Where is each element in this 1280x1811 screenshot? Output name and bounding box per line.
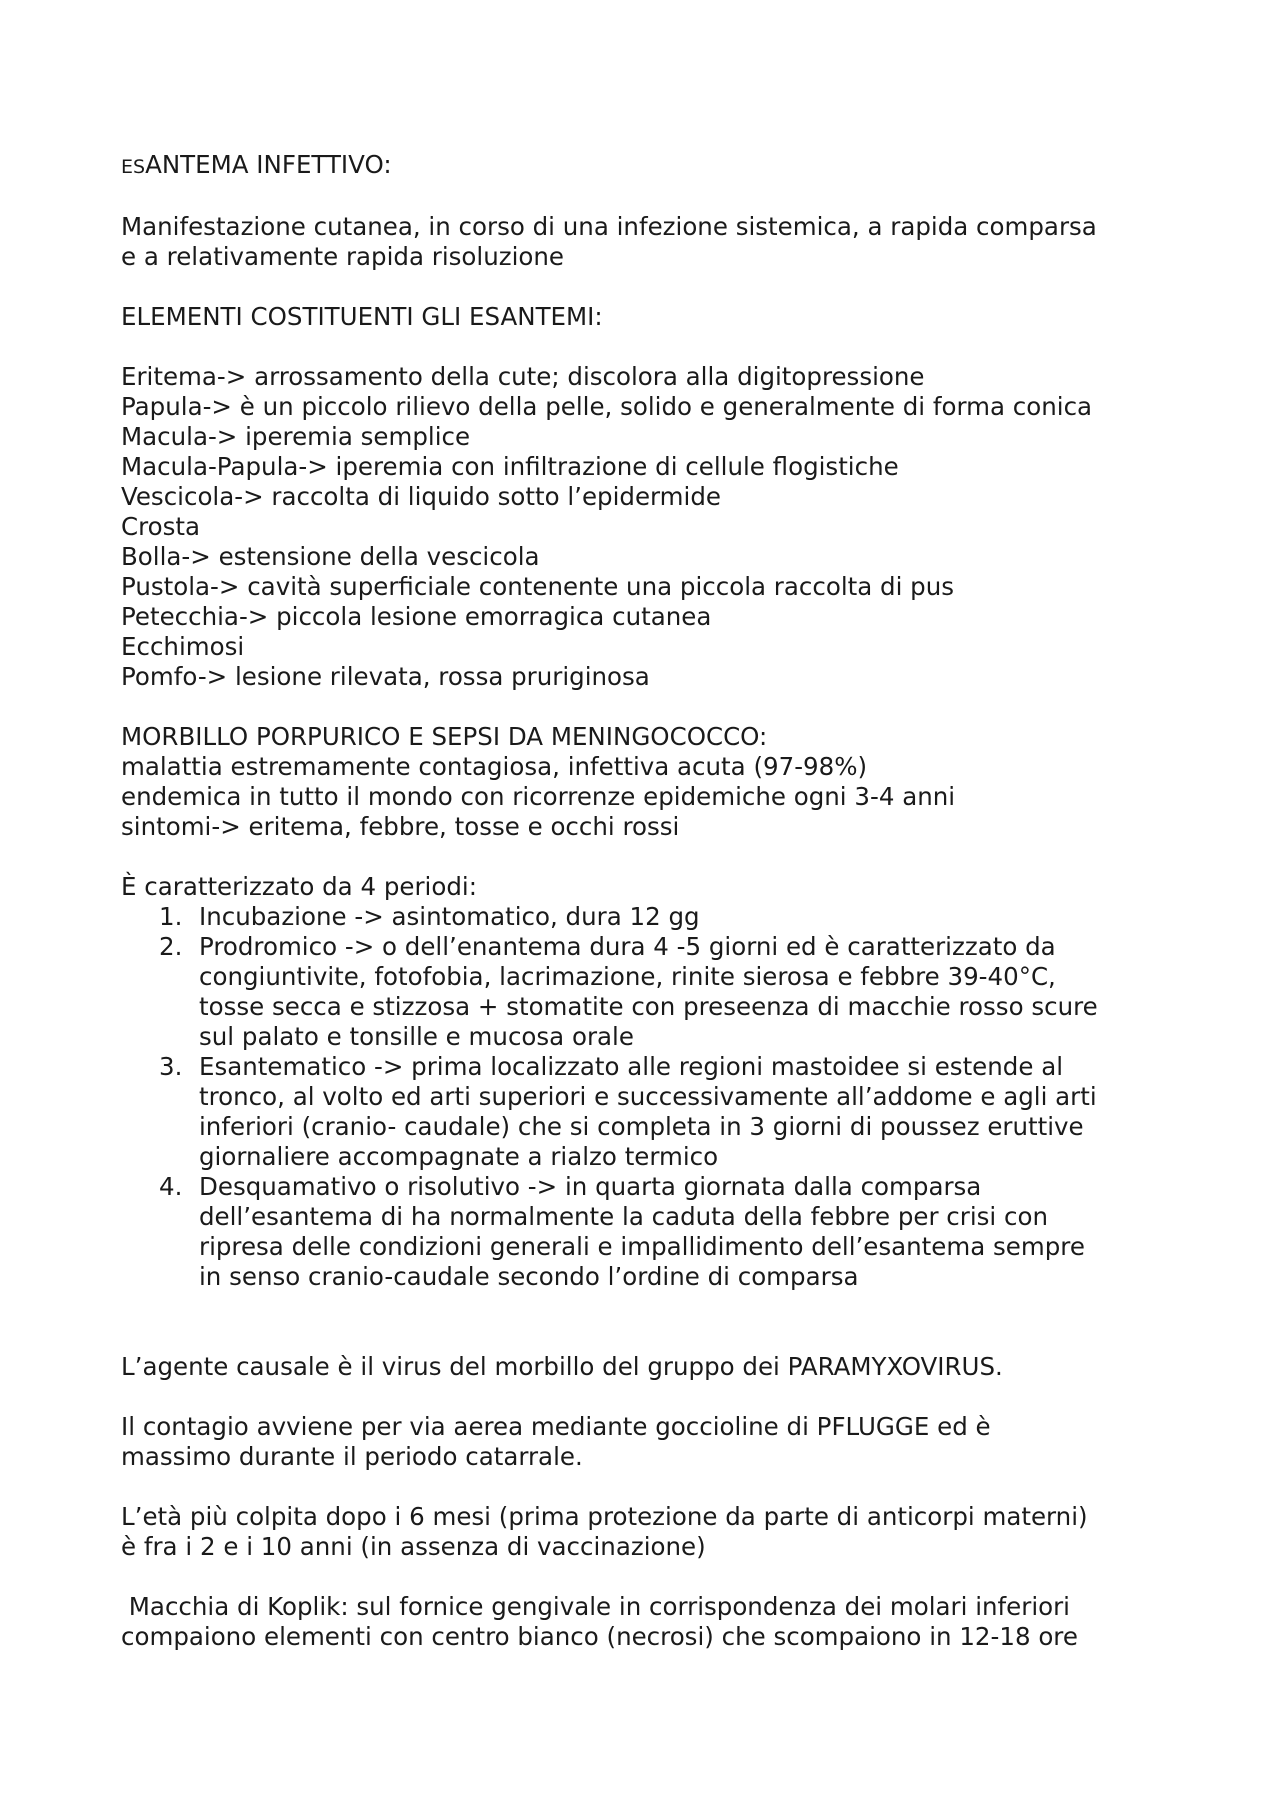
period-number: 2. [159, 932, 183, 961]
section-title-esantema [121, 150, 1160, 182]
period-line: Esantematico -> prima localizzato alle regioni mastoidee si estende al [199, 1052, 1064, 1081]
morbillo-line: sintomi-> eritema, febbre, tosse e occhi rossi [121, 812, 680, 841]
element-item: Macula-Papula-> iperemia con infiltrazione di cellule flogistiche [121, 452, 899, 481]
period-number: 4. [159, 1172, 183, 1201]
title-prefix: ES [121, 156, 146, 178]
period-item [159, 1172, 1160, 1292]
age-line: L’età più colpita dopo i 6 mesi (prima protezione da parte di anticorpi materni) [121, 1502, 1088, 1531]
period-line: tronco, al volto ed arti superiori e successivamente all’addome e agli arti [199, 1082, 1097, 1111]
period-line: inferiori (cranio- caudale) che si completa in 3 giorni di poussez eruttive [199, 1112, 1084, 1141]
definition-line: Manifestazione cutanea, in corso di una infezione sistemica, a rapida comparsa [121, 212, 1097, 241]
period-line: in senso cranio-caudale secondo l’ordine di comparsa [199, 1262, 859, 1291]
section-heading-elementi: ELEMENTI COSTITUENTI GLI ESANTEMI: [121, 302, 603, 331]
period-line: tosse secca e stizzosa + stomatite con preseenza di macchie rosso scure [199, 992, 1098, 1021]
morbillo-line: endemica in tutto il mondo con ricorrenze epidemiche ogni 3-4 anni [121, 782, 956, 811]
section-heading-morbillo: MORBILLO PORPURICO E SEPSI DA MENINGOCOCCO: [121, 722, 768, 751]
period-line: Prodromico -> o dell’enantema dura 4 -5 giorni ed è caratterizzato da [199, 932, 1056, 961]
element-item: Crosta [121, 512, 201, 541]
definition-line: e a relativamente rapida risoluzione [121, 242, 564, 271]
contagion-line: massimo durante il periodo catarrale. [121, 1442, 583, 1471]
element-item: Bolla-> estensione della vescicola [121, 542, 540, 571]
element-item: Pomfo-> lesione rilevata, rossa pruriginosa [121, 662, 650, 691]
element-item: Macula-> iperemia semplice [121, 422, 471, 451]
period-line: ripresa delle condizioni generali e impallidimento dell’esantema sempre [199, 1232, 1085, 1261]
agent-paragraph: L’agente causale è il virus del morbillo del gruppo dei PARAMYXOVIRUS. [121, 1352, 1003, 1381]
morbillo-line: malattia estremamente contagiosa, infettiva acuta (97-98%) [121, 752, 868, 781]
koplik-line: Macchia di Koplik: sul fornice gengivale in corrispondenza dei molari inferiori [121, 1592, 1070, 1621]
period-item [159, 902, 1160, 932]
title-rest: ANTEMA INFETTIVO: [145, 150, 392, 179]
element-item: Petecchia-> piccola lesione emorragica cutanea [121, 602, 712, 631]
period-line: sul palato e tonsille e mucosa orale [199, 1022, 634, 1051]
element-item: Ecchimosi [121, 632, 245, 661]
period-line: congiuntivite, fotofobia, lacrimazione, rinite sierosa e febbre 39-40°C, [199, 962, 1056, 991]
age-line: è fra i 2 e i 10 anni (in assenza di vaccinazione) [121, 1532, 706, 1561]
period-line: dell’esantema di ha normalmente la caduta della febbre per crisi con [199, 1202, 1049, 1231]
periods-list [121, 902, 1160, 1292]
period-line: Incubazione -> asintomatico, dura 12 gg [199, 902, 700, 931]
period-line: Desquamativo o risolutivo -> in quarta giornata dalla comparsa [199, 1172, 982, 1201]
element-item: Vescicola-> raccolta di liquido sotto l’epidermide [121, 482, 721, 511]
period-number: 1. [159, 902, 183, 931]
element-item: Pustola-> cavità superficiale contenente una piccola raccolta di pus [121, 572, 955, 601]
periods-intro: È caratterizzato da 4 periodi: [121, 872, 477, 901]
element-item: Eritema-> arrossamento della cute; discolora alla digitopressione [121, 362, 925, 391]
period-number: 3. [159, 1052, 183, 1081]
contagion-line: Il contagio avviene per via aerea mediante goccioline di PFLUGGE ed è [121, 1412, 991, 1441]
period-line: giornaliere accompagnate a rialzo termico [199, 1142, 719, 1171]
period-item [159, 1052, 1160, 1172]
koplik-line: compaiono elementi con centro bianco (necrosi) che scompaiono in 12-18 ore [121, 1622, 1078, 1651]
period-item [159, 932, 1160, 1052]
element-item: Papula-> è un piccolo rilievo della pelle, solido e generalmente di forma conica [121, 392, 1093, 421]
